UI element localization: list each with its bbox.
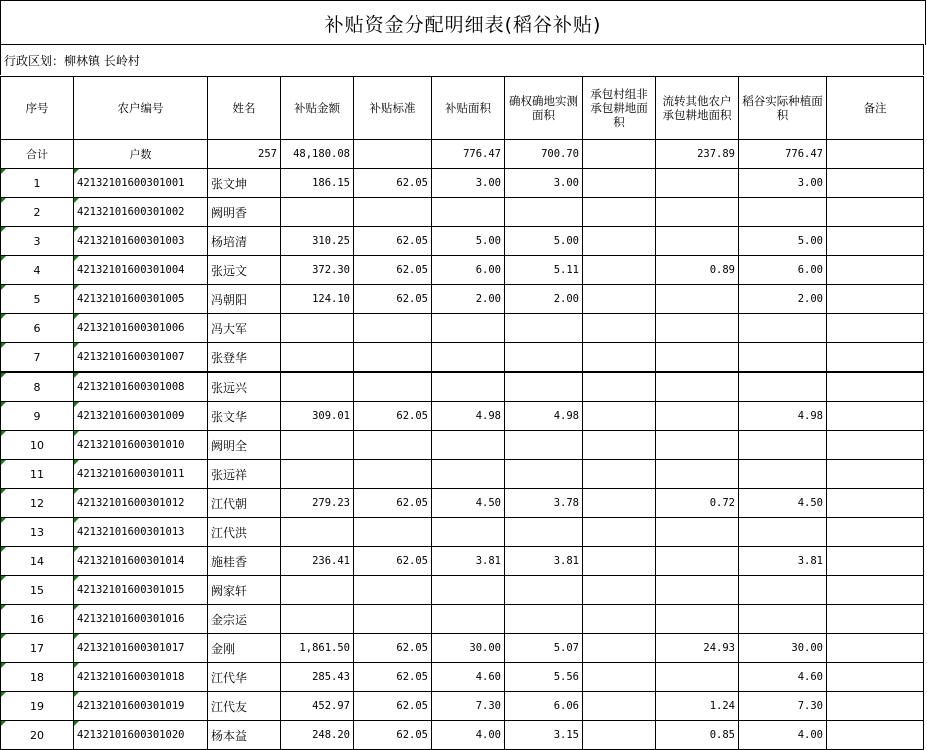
cell-seq[interactable]: 3 — [1, 227, 74, 256]
cell-seq[interactable]: 17 — [1, 634, 74, 663]
table-row — [1, 314, 924, 343]
totals-households[interactable]: 257 — [208, 140, 281, 169]
cell-code[interactable]: 42132101600301015 — [74, 576, 208, 605]
cell-code[interactable]: 42132101600301018 — [74, 663, 208, 692]
cell-seq[interactable]: 16 — [1, 605, 74, 634]
cell-name[interactable]: 张远祥 — [208, 460, 281, 489]
cell-standard[interactable] — [354, 605, 432, 634]
cell-note[interactable] — [827, 489, 924, 518]
cell-seq[interactable]: 19 — [1, 692, 74, 721]
cell-confirmed[interactable]: 5.56 — [505, 663, 583, 692]
cell-amount[interactable]: 248.20 — [281, 721, 354, 750]
table-row — [1, 402, 924, 431]
cell-note[interactable] — [827, 576, 924, 605]
cell-code[interactable]: 42132101600301017 — [74, 634, 208, 663]
cell-name[interactable]: 张登华 — [208, 343, 281, 373]
table-row — [1, 169, 924, 198]
cell-seq[interactable]: 7 — [1, 343, 74, 373]
cell-area[interactable]: 2.00 — [432, 285, 505, 314]
cell-confirmed[interactable] — [505, 198, 583, 227]
cell-standard[interactable]: 62.05 — [354, 227, 432, 256]
cell-area[interactable] — [432, 460, 505, 489]
cell-name[interactable]: 杨培清 — [208, 227, 281, 256]
totals-area[interactable]: 776.47 — [432, 140, 505, 169]
cell-code[interactable]: 42132101600301006 — [74, 314, 208, 343]
cell-code[interactable]: 42132101600301010 — [74, 431, 208, 460]
cell-standard[interactable] — [354, 576, 432, 605]
cell-rice[interactable]: 6.00 — [739, 256, 827, 285]
cell-area[interactable] — [432, 314, 505, 343]
cell-code[interactable]: 42132101600301005 — [74, 285, 208, 314]
cell-rice[interactable] — [739, 372, 827, 402]
header-name[interactable]: 姓名 — [208, 77, 281, 140]
cell-standard[interactable]: 62.05 — [354, 721, 432, 750]
cell-amount[interactable] — [281, 431, 354, 460]
cell-note[interactable] — [827, 343, 924, 373]
cell-confirmed[interactable] — [505, 605, 583, 634]
cell-name[interactable]: 阙明香 — [208, 198, 281, 227]
cell-transfer[interactable] — [656, 227, 739, 256]
cell-confirmed[interactable] — [505, 576, 583, 605]
cell-area[interactable] — [432, 372, 505, 402]
cell-note[interactable] — [827, 518, 924, 547]
cell-note[interactable] — [827, 227, 924, 256]
table-row — [1, 605, 924, 634]
cell-contract[interactable] — [583, 314, 656, 343]
cell-amount[interactable] — [281, 198, 354, 227]
cell-note[interactable] — [827, 663, 924, 692]
cell-name[interactable]: 江代友 — [208, 692, 281, 721]
cell-code[interactable]: 42132101600301009 — [74, 402, 208, 431]
cell-area[interactable] — [432, 576, 505, 605]
cell-seq[interactable]: 15 — [1, 576, 74, 605]
cell-confirmed[interactable]: 5.11 — [505, 256, 583, 285]
cell-area[interactable]: 5.00 — [432, 227, 505, 256]
totals-note[interactable] — [827, 140, 924, 169]
table-row — [1, 721, 924, 750]
cell-rice[interactable] — [739, 460, 827, 489]
cell-transfer[interactable] — [656, 576, 739, 605]
cell-contract[interactable] — [583, 663, 656, 692]
cell-name[interactable]: 金宗运 — [208, 605, 281, 634]
cell-rice[interactable] — [739, 314, 827, 343]
cell-name[interactable]: 冯朝阳 — [208, 285, 281, 314]
cell-contract[interactable] — [583, 576, 656, 605]
cell-note[interactable] — [827, 402, 924, 431]
cell-name[interactable]: 张远文 — [208, 256, 281, 285]
cell-code[interactable]: 42132101600301007 — [74, 343, 208, 373]
cell-amount[interactable] — [281, 605, 354, 634]
cell-note[interactable] — [827, 634, 924, 663]
table-row — [1, 576, 924, 605]
cell-contract[interactable] — [583, 198, 656, 227]
region-label: 行政区划：柳林镇 长岭村 — [0, 44, 924, 75]
cell-contract[interactable] — [583, 605, 656, 634]
header-seq[interactable]: 序号 — [1, 77, 74, 140]
cell-contract[interactable] — [583, 227, 656, 256]
cell-amount[interactable]: 1,861.50 — [281, 634, 354, 663]
table-row — [1, 460, 924, 489]
cell-seq[interactable]: 14 — [1, 547, 74, 576]
cell-name[interactable]: 江代朝 — [208, 489, 281, 518]
cell-standard[interactable]: 62.05 — [354, 489, 432, 518]
cell-rice[interactable] — [739, 198, 827, 227]
subsidy-table — [0, 76, 924, 750]
header-contract[interactable]: 承包村组非承包耕地面积 — [583, 77, 656, 140]
cell-rice[interactable] — [739, 343, 827, 373]
cell-contract[interactable] — [583, 256, 656, 285]
cell-rice[interactable]: 4.98 — [739, 402, 827, 431]
cell-name[interactable]: 金刚 — [208, 634, 281, 663]
cell-transfer[interactable] — [656, 431, 739, 460]
cell-transfer[interactable] — [656, 663, 739, 692]
cell-standard[interactable]: 62.05 — [354, 169, 432, 198]
cell-rice[interactable] — [739, 576, 827, 605]
cell-standard[interactable] — [354, 372, 432, 402]
header-amount[interactable]: 补贴金额 — [281, 77, 354, 140]
cell-rice[interactable]: 4.50 — [739, 489, 827, 518]
table-row — [1, 518, 924, 547]
cell-transfer[interactable] — [656, 169, 739, 198]
cell-seq[interactable]: 12 — [1, 489, 74, 518]
cell-confirmed[interactable]: 6.06 — [505, 692, 583, 721]
cell-code[interactable]: 42132101600301013 — [74, 518, 208, 547]
cell-note[interactable] — [827, 256, 924, 285]
cell-code[interactable]: 42132101600301002 — [74, 198, 208, 227]
cell-amount[interactable] — [281, 576, 354, 605]
cell-seq[interactable]: 9 — [1, 402, 74, 431]
cell-contract[interactable] — [583, 547, 656, 576]
cell-seq[interactable]: 20 — [1, 721, 74, 750]
cell-area[interactable]: 3.00 — [432, 169, 505, 198]
cell-name[interactable]: 杨本益 — [208, 721, 281, 750]
cell-amount[interactable]: 309.01 — [281, 402, 354, 431]
cell-rice[interactable] — [739, 431, 827, 460]
cell-seq[interactable]: 10 — [1, 431, 74, 460]
cell-transfer[interactable] — [656, 314, 739, 343]
cell-rice[interactable]: 30.00 — [739, 634, 827, 663]
cell-standard[interactable] — [354, 518, 432, 547]
cell-name[interactable]: 江代华 — [208, 663, 281, 692]
cell-note[interactable] — [827, 721, 924, 750]
cell-transfer[interactable] — [656, 402, 739, 431]
cell-code[interactable]: 42132101600301012 — [74, 489, 208, 518]
cell-code[interactable]: 42132101600301016 — [74, 605, 208, 634]
cell-amount[interactable] — [281, 343, 354, 373]
table-row — [1, 489, 924, 518]
cell-amount[interactable]: 372.30 — [281, 256, 354, 285]
cell-code[interactable]: 42132101600301014 — [74, 547, 208, 576]
cell-contract[interactable] — [583, 634, 656, 663]
cell-confirmed[interactable] — [505, 314, 583, 343]
cell-note[interactable] — [827, 314, 924, 343]
cell-rice[interactable] — [739, 605, 827, 634]
cell-area[interactable]: 3.81 — [432, 547, 505, 576]
totals-transfer[interactable]: 237.89 — [656, 140, 739, 169]
cell-area[interactable] — [432, 518, 505, 547]
cell-rice[interactable] — [739, 518, 827, 547]
cell-transfer[interactable] — [656, 372, 739, 402]
cell-standard[interactable]: 62.05 — [354, 547, 432, 576]
cell-note[interactable] — [827, 547, 924, 576]
table-row — [1, 285, 924, 314]
cell-transfer[interactable] — [656, 343, 739, 373]
cell-transfer[interactable] — [656, 198, 739, 227]
cell-area[interactable] — [432, 431, 505, 460]
cell-area[interactable]: 30.00 — [432, 634, 505, 663]
cell-rice[interactable]: 2.00 — [739, 285, 827, 314]
cell-contract[interactable] — [583, 431, 656, 460]
cell-seq[interactable]: 4 — [1, 256, 74, 285]
cell-name[interactable]: 冯大军 — [208, 314, 281, 343]
cell-amount[interactable] — [281, 518, 354, 547]
cell-confirmed[interactable]: 2.00 — [505, 285, 583, 314]
cell-note[interactable] — [827, 460, 924, 489]
cell-contract[interactable] — [583, 518, 656, 547]
cell-confirmed[interactable] — [505, 372, 583, 402]
cell-area[interactable] — [432, 343, 505, 373]
cell-note[interactable] — [827, 431, 924, 460]
totals-households-label[interactable]: 户数 — [74, 140, 208, 169]
cell-contract[interactable] — [583, 721, 656, 750]
totals-row — [1, 140, 924, 169]
cell-transfer[interactable] — [656, 605, 739, 634]
cell-name[interactable]: 江代洪 — [208, 518, 281, 547]
cell-name[interactable]: 施桂香 — [208, 547, 281, 576]
cell-seq[interactable]: 5 — [1, 285, 74, 314]
header-standard[interactable]: 补贴标准 — [354, 77, 432, 140]
totals-standard[interactable] — [354, 140, 432, 169]
cell-contract[interactable] — [583, 285, 656, 314]
header-rice[interactable]: 稻谷实际种植面积 — [739, 77, 827, 140]
cell-seq[interactable]: 8 — [1, 372, 74, 402]
header-code[interactable]: 农户编号 — [74, 77, 208, 140]
cell-area[interactable]: 4.60 — [432, 663, 505, 692]
cell-area[interactable]: 4.50 — [432, 489, 505, 518]
cell-amount[interactable] — [281, 372, 354, 402]
cell-area[interactable]: 4.00 — [432, 721, 505, 750]
cell-amount[interactable]: 310.25 — [281, 227, 354, 256]
cell-rice[interactable]: 5.00 — [739, 227, 827, 256]
cell-area[interactable] — [432, 605, 505, 634]
cell-amount[interactable]: 285.43 — [281, 663, 354, 692]
cell-seq[interactable]: 6 — [1, 314, 74, 343]
cell-rice[interactable]: 3.00 — [739, 169, 827, 198]
cell-rice[interactable]: 4.00 — [739, 721, 827, 750]
table-row — [1, 227, 924, 256]
cell-amount[interactable]: 452.97 — [281, 692, 354, 721]
table-row — [1, 547, 924, 576]
cell-contract[interactable] — [583, 372, 656, 402]
cell-confirmed[interactable]: 4.98 — [505, 402, 583, 431]
cell-rice[interactable]: 7.30 — [739, 692, 827, 721]
cell-seq[interactable]: 18 — [1, 663, 74, 692]
cell-seq[interactable]: 2 — [1, 198, 74, 227]
cell-note[interactable] — [827, 285, 924, 314]
cell-code[interactable]: 42132101600301001 — [74, 169, 208, 198]
cell-confirmed[interactable] — [505, 460, 583, 489]
cell-transfer[interactable] — [656, 285, 739, 314]
cell-seq[interactable]: 13 — [1, 518, 74, 547]
table-row — [1, 663, 924, 692]
cell-rice[interactable]: 4.60 — [739, 663, 827, 692]
header-transfer[interactable]: 流转其他农户承包耕地面积 — [656, 77, 739, 140]
cell-contract[interactable] — [583, 692, 656, 721]
cell-transfer[interactable]: 24.93 — [656, 634, 739, 663]
cell-standard[interactable] — [354, 431, 432, 460]
cell-area[interactable]: 6.00 — [432, 256, 505, 285]
cell-standard[interactable] — [354, 460, 432, 489]
cell-amount[interactable]: 124.10 — [281, 285, 354, 314]
cell-note[interactable] — [827, 692, 924, 721]
cell-note[interactable] — [827, 605, 924, 634]
cell-name[interactable]: 阙明全 — [208, 431, 281, 460]
cell-area[interactable]: 4.98 — [432, 402, 505, 431]
cell-code[interactable]: 42132101600301003 — [74, 227, 208, 256]
header-area[interactable]: 补贴面积 — [432, 77, 505, 140]
cell-confirmed[interactable] — [505, 343, 583, 373]
header-confirmed[interactable]: 确权确地实测面积 — [505, 77, 583, 140]
table-row — [1, 343, 924, 373]
cell-contract[interactable] — [583, 489, 656, 518]
cell-rice[interactable]: 3.81 — [739, 547, 827, 576]
cell-standard[interactable]: 62.05 — [354, 402, 432, 431]
cell-standard[interactable]: 62.05 — [354, 256, 432, 285]
cell-standard[interactable]: 62.05 — [354, 663, 432, 692]
cell-seq[interactable]: 11 — [1, 460, 74, 489]
table-row — [1, 634, 924, 663]
totals-rice[interactable]: 776.47 — [739, 140, 827, 169]
cell-amount[interactable]: 279.23 — [281, 489, 354, 518]
cell-name[interactable]: 张远兴 — [208, 372, 281, 402]
cell-transfer[interactable] — [656, 460, 739, 489]
cell-code[interactable]: 42132101600301020 — [74, 721, 208, 750]
table-row — [1, 692, 924, 721]
cell-confirmed[interactable]: 3.15 — [505, 721, 583, 750]
cell-note[interactable] — [827, 169, 924, 198]
cell-amount[interactable]: 186.15 — [281, 169, 354, 198]
cell-note[interactable] — [827, 372, 924, 402]
cell-amount[interactable] — [281, 460, 354, 489]
cell-standard[interactable] — [354, 198, 432, 227]
cell-contract[interactable] — [583, 460, 656, 489]
cell-contract[interactable] — [583, 343, 656, 373]
table-title: 补贴资金分配明细表(稻谷补贴) — [0, 0, 926, 45]
cell-amount[interactable]: 236.41 — [281, 547, 354, 576]
cell-transfer[interactable]: 0.89 — [656, 256, 739, 285]
cell-confirmed[interactable]: 3.00 — [505, 169, 583, 198]
cell-standard[interactable] — [354, 343, 432, 373]
cell-confirmed[interactable] — [505, 518, 583, 547]
cell-confirmed[interactable] — [505, 431, 583, 460]
cell-code[interactable]: 42132101600301019 — [74, 692, 208, 721]
totals-confirmed[interactable]: 700.70 — [505, 140, 583, 169]
cell-transfer[interactable]: 0.85 — [656, 721, 739, 750]
table-row — [1, 198, 924, 227]
table-row — [1, 256, 924, 285]
header-row — [1, 77, 924, 140]
cell-confirmed[interactable]: 3.78 — [505, 489, 583, 518]
cell-confirmed[interactable]: 5.00 — [505, 227, 583, 256]
cell-seq[interactable]: 1 — [1, 169, 74, 198]
cell-name[interactable]: 阙家轩 — [208, 576, 281, 605]
cell-transfer[interactable]: 0.72 — [656, 489, 739, 518]
cell-contract[interactable] — [583, 169, 656, 198]
cell-amount[interactable] — [281, 314, 354, 343]
cell-transfer[interactable] — [656, 518, 739, 547]
cell-confirmed[interactable]: 3.81 — [505, 547, 583, 576]
cell-code[interactable]: 42132101600301004 — [74, 256, 208, 285]
cell-transfer[interactable] — [656, 547, 739, 576]
cell-contract[interactable] — [583, 402, 656, 431]
cell-code[interactable]: 42132101600301011 — [74, 460, 208, 489]
totals-label[interactable]: 合计 — [1, 140, 74, 169]
cell-standard[interactable]: 62.05 — [354, 692, 432, 721]
cell-transfer[interactable]: 1.24 — [656, 692, 739, 721]
table-row — [1, 372, 924, 402]
cell-area[interactable] — [432, 198, 505, 227]
header-note[interactable]: 备注 — [827, 77, 924, 140]
cell-confirmed[interactable]: 5.07 — [505, 634, 583, 663]
totals-contract[interactable] — [583, 140, 656, 169]
cell-standard[interactable]: 62.05 — [354, 285, 432, 314]
table-row — [1, 431, 924, 460]
totals-amount[interactable]: 48,180.08 — [281, 140, 354, 169]
cell-name[interactable]: 张文华 — [208, 402, 281, 431]
cell-area[interactable]: 7.30 — [432, 692, 505, 721]
cell-standard[interactable] — [354, 314, 432, 343]
cell-name[interactable]: 张文坤 — [208, 169, 281, 198]
cell-code[interactable]: 42132101600301008 — [74, 372, 208, 402]
cell-standard[interactable]: 62.05 — [354, 634, 432, 663]
cell-note[interactable] — [827, 198, 924, 227]
